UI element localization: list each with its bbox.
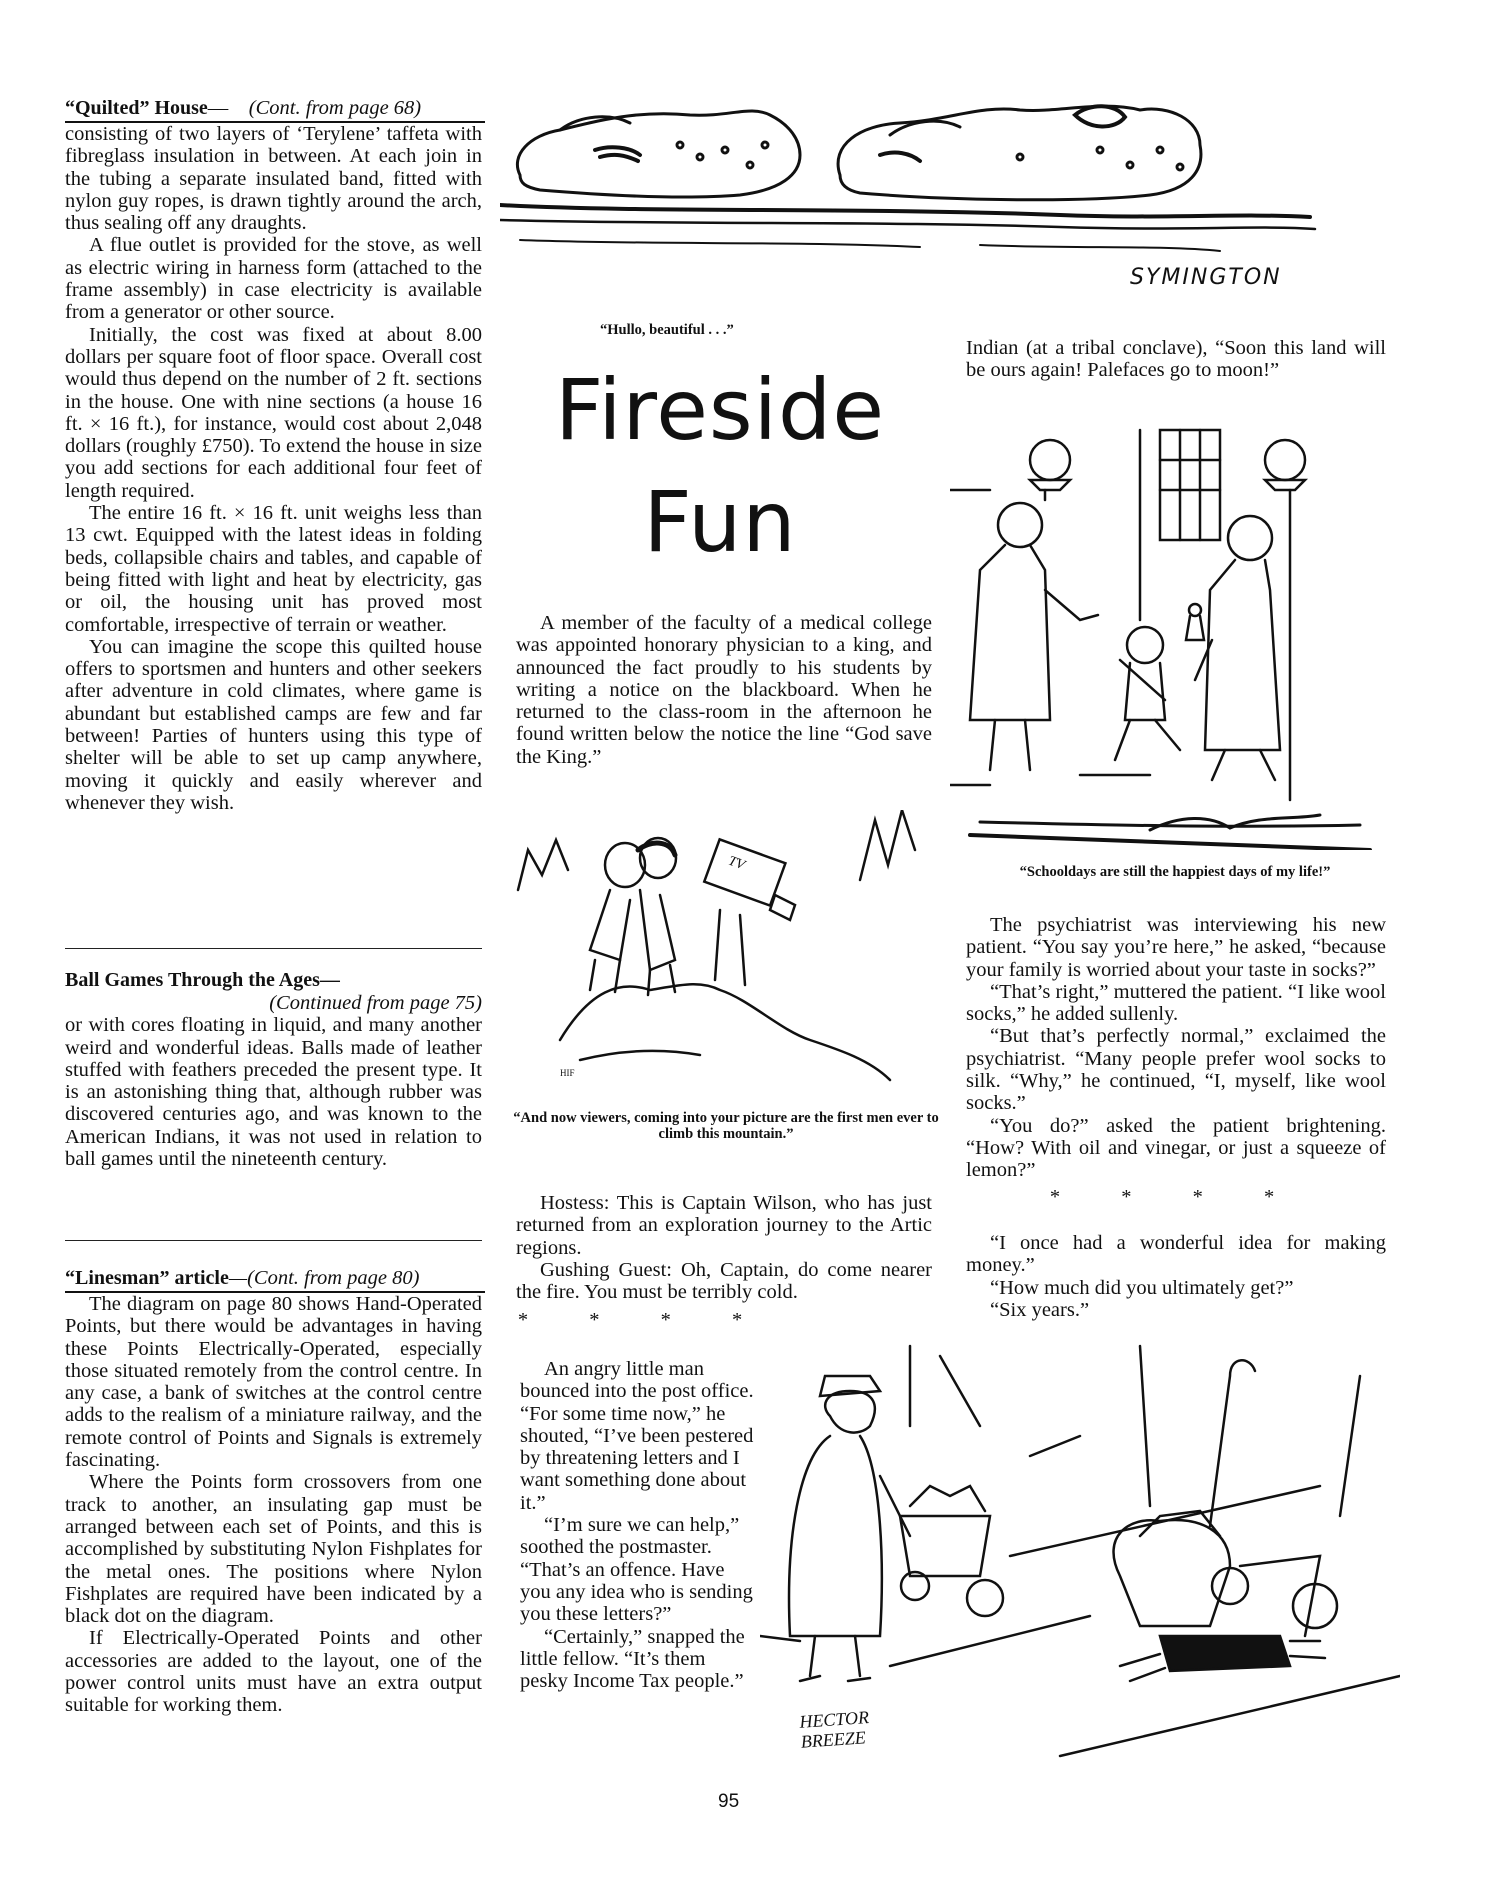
ballgames-paragraph: or with cores floating in liquid, and many another weird and wonderful ideas. Balls made of leather stuffed with feathers preceded the present type. It is an astonishing thing that, although rubber was discovered centuries ago, and was known to the American Indians, it was not used in relation to ball games until the nineteenth century. [65, 1014, 482, 1171]
hippo-caption: “Hullo, beautiful . . .” [600, 322, 734, 338]
section-stars: * * * * [517, 1309, 771, 1332]
psychiatrist-paragraph: “That’s right,” muttered the patient. “I like wool socks,” he added sullenly. [966, 980, 1386, 1026]
physician-paragraph: A member of the faculty of a medical college was appointed honorary physician to a king, and announced the fact proudly to his students by writing a notice on the blackboard. When he returned to the class-room in the afternoon he found written below the notice the line “God save the King.” [516, 612, 932, 768]
linesman-section [65, 1266, 482, 1717]
hippo-signature: SYMINGTON [1130, 265, 1282, 290]
indian-paragraph: Indian (at a tribal conclave), “Soon this land will be ours again! Palefaces go to moon!” [966, 337, 1386, 382]
linesman-paragraph: If Electrically-Operated Points and other accessories are added to the layout, one of the power control units must have an extra output suitable for working them. [65, 1627, 482, 1717]
angryman-paragraph: “Certainly,” snapped the little fellow. “It’s them pesky Income Tax people.” [520, 1625, 745, 1693]
page-title-line2: Fun [643, 473, 797, 571]
quilted-paragraph: A flue outlet is provided for the stove, as well as electric wiring in harness form (attached to the frame assembly) in case electricity is available from a generator or other source. [65, 234, 482, 324]
quilted-paragraph: Initially, the cost was fixed at about 8.00 dollars per square foot of floor space. Overall cost would thus depend on the number of 2 ft. sections in the house. One with nine sections (a house 16 ft. × 16 ft.), for instance, would cost about 2,048 dollars (roughly £750). To extend the house in size you add sections for each additional four feet of length required. [65, 323, 482, 502]
linesman-heading-title: “Linesman” article [65, 1267, 229, 1289]
angryman-paragraph: “I’m sure we can help,” soothed the postmaster. “That’s an offence. Have you any idea who is sending you these letters?” [520, 1514, 753, 1626]
psychiatrist-paragraph: The psychiatrist was interviewing his new patient. “You say you’re here,” he asked, “because your family is worried about your taste in socks?” [966, 914, 1386, 981]
angryman-joke [520, 1358, 754, 1692]
money-joke [966, 1232, 1386, 1321]
hippo-cartoon [500, 95, 1320, 305]
ballgames-cont-note: (Continued from page 75) [269, 992, 482, 1014]
psychiatrist-paragraph: “But that’s perfectly normal,” exclaimed the psychiatrist. “Many people prefer wool socks to silk. “Why,” he continued, “I, myself, like wool socks.” [966, 1025, 1386, 1115]
quilted-heading [65, 96, 482, 123]
quilted-paragraph: The entire 16 ft. × 16 ft. unit weighs less than 13 cwt. Equipped with the latest ideas in folding beds, collapsible chairs and tables, and capable of being fitted with light and heat by electricity, gas or oil, the housing unit has proved most comfortable, irrespective of terrain or weather. [65, 502, 482, 636]
divider-rule [65, 1240, 482, 1241]
tv-caption: “And now viewers, coming into your picture are the first men ever to climb this mountain.” [513, 1110, 939, 1142]
money-paragraph: “Six years.” [990, 1298, 1090, 1321]
physician-joke [516, 612, 932, 768]
hostess-paragraph: Hostess: This is Captain Wilson, who has just returned from an exploration journey to the Artic regions. [516, 1192, 932, 1259]
quilted-cont-note: (Cont. from page 68) [248, 97, 422, 119]
school-cartoon [950, 420, 1390, 850]
linesman-paragraph: Where the Points form crossovers from one track to another, an insulating gap must be arranged between each set of Points, and this is accomplished by substituting Nylon Fishplates for the metal ones. The positions where Nylon Fishplates are required have been indicated by a black dot on the diagram. [65, 1471, 482, 1628]
ballgames-section [65, 968, 482, 1170]
ballgames-heading: Ball Games Through the Ages— [65, 969, 340, 991]
psychiatrist-paragraph: “You do?” asked the patient brightening. “How? With oil and vinegar, or just a squeeze of lemon?” [966, 1114, 1386, 1182]
money-paragraph: “I once had a wonderful idea for making money.” [966, 1232, 1386, 1277]
left-column [65, 96, 482, 814]
tv-cartoon [510, 810, 940, 1100]
divider-rule [65, 948, 482, 949]
linesman-cont-note: —(Cont. from page 80) [228, 1267, 420, 1289]
page-number: 95 [718, 1791, 740, 1812]
quilted-paragraph: You can imagine the scope this quilted house offers to sportsmen and hunters and other seekers after adventure in cold climates, where game is abundant but established camps are few and far between! Parties of hunters using this type of shelter will be able to set up camp anywhere, moving it quickly and easily wherever and whenever they wish. [65, 635, 482, 814]
tv-camera-label: TV [726, 853, 747, 874]
section-stars: * * * * [1049, 1185, 1303, 1208]
quilted-paragraph: consisting of two layers of ‘Terylene’ taffeta with fibreglass insulation in between. At each join in the tubing a separate insulated band, fitted with nylon guy ropes, is drawn tightly around the arch, thus sealing off any draughts. [65, 123, 482, 235]
school-caption: “Schooldays are still the happiest days of my life!” [1019, 864, 1331, 880]
quilted-heading-title: “Quilted” House [65, 97, 208, 119]
indian-joke [966, 337, 1386, 382]
pram-signature: HECTOR BREEZE [798, 1707, 870, 1752]
tv-signature: HIF [560, 1068, 575, 1078]
hostess-paragraph: Gushing Guest: Oh, Captain, do come nearer the fire. You must be terribly cold. [516, 1258, 932, 1304]
linesman-paragraph: The diagram on page 80 shows Hand-Operated Points, but there would be advantages in having these Points Electrically-Operated, especially those situated remotely from the control centre. In any case, a bank of switches at the control centre adds to the realism of a miniature railway, and the remote control of Points and Signals is extremely fascinating. [65, 1293, 482, 1472]
quilted-heading-dash: — [207, 97, 234, 119]
angryman-paragraph: An angry little man bounced into the post office. “For some time now,” he shouted, “I’ve been pestered by threatening letters and I want something done about it.” [520, 1358, 754, 1514]
linesman-heading [65, 1266, 482, 1293]
pram-cartoon [760, 1336, 1400, 1766]
page-title-line1: Fireside [554, 361, 885, 459]
psychiatrist-joke [966, 914, 1386, 1208]
money-paragraph: “How much did you ultimately get?” [990, 1276, 1294, 1299]
hostess-joke [516, 1192, 932, 1332]
